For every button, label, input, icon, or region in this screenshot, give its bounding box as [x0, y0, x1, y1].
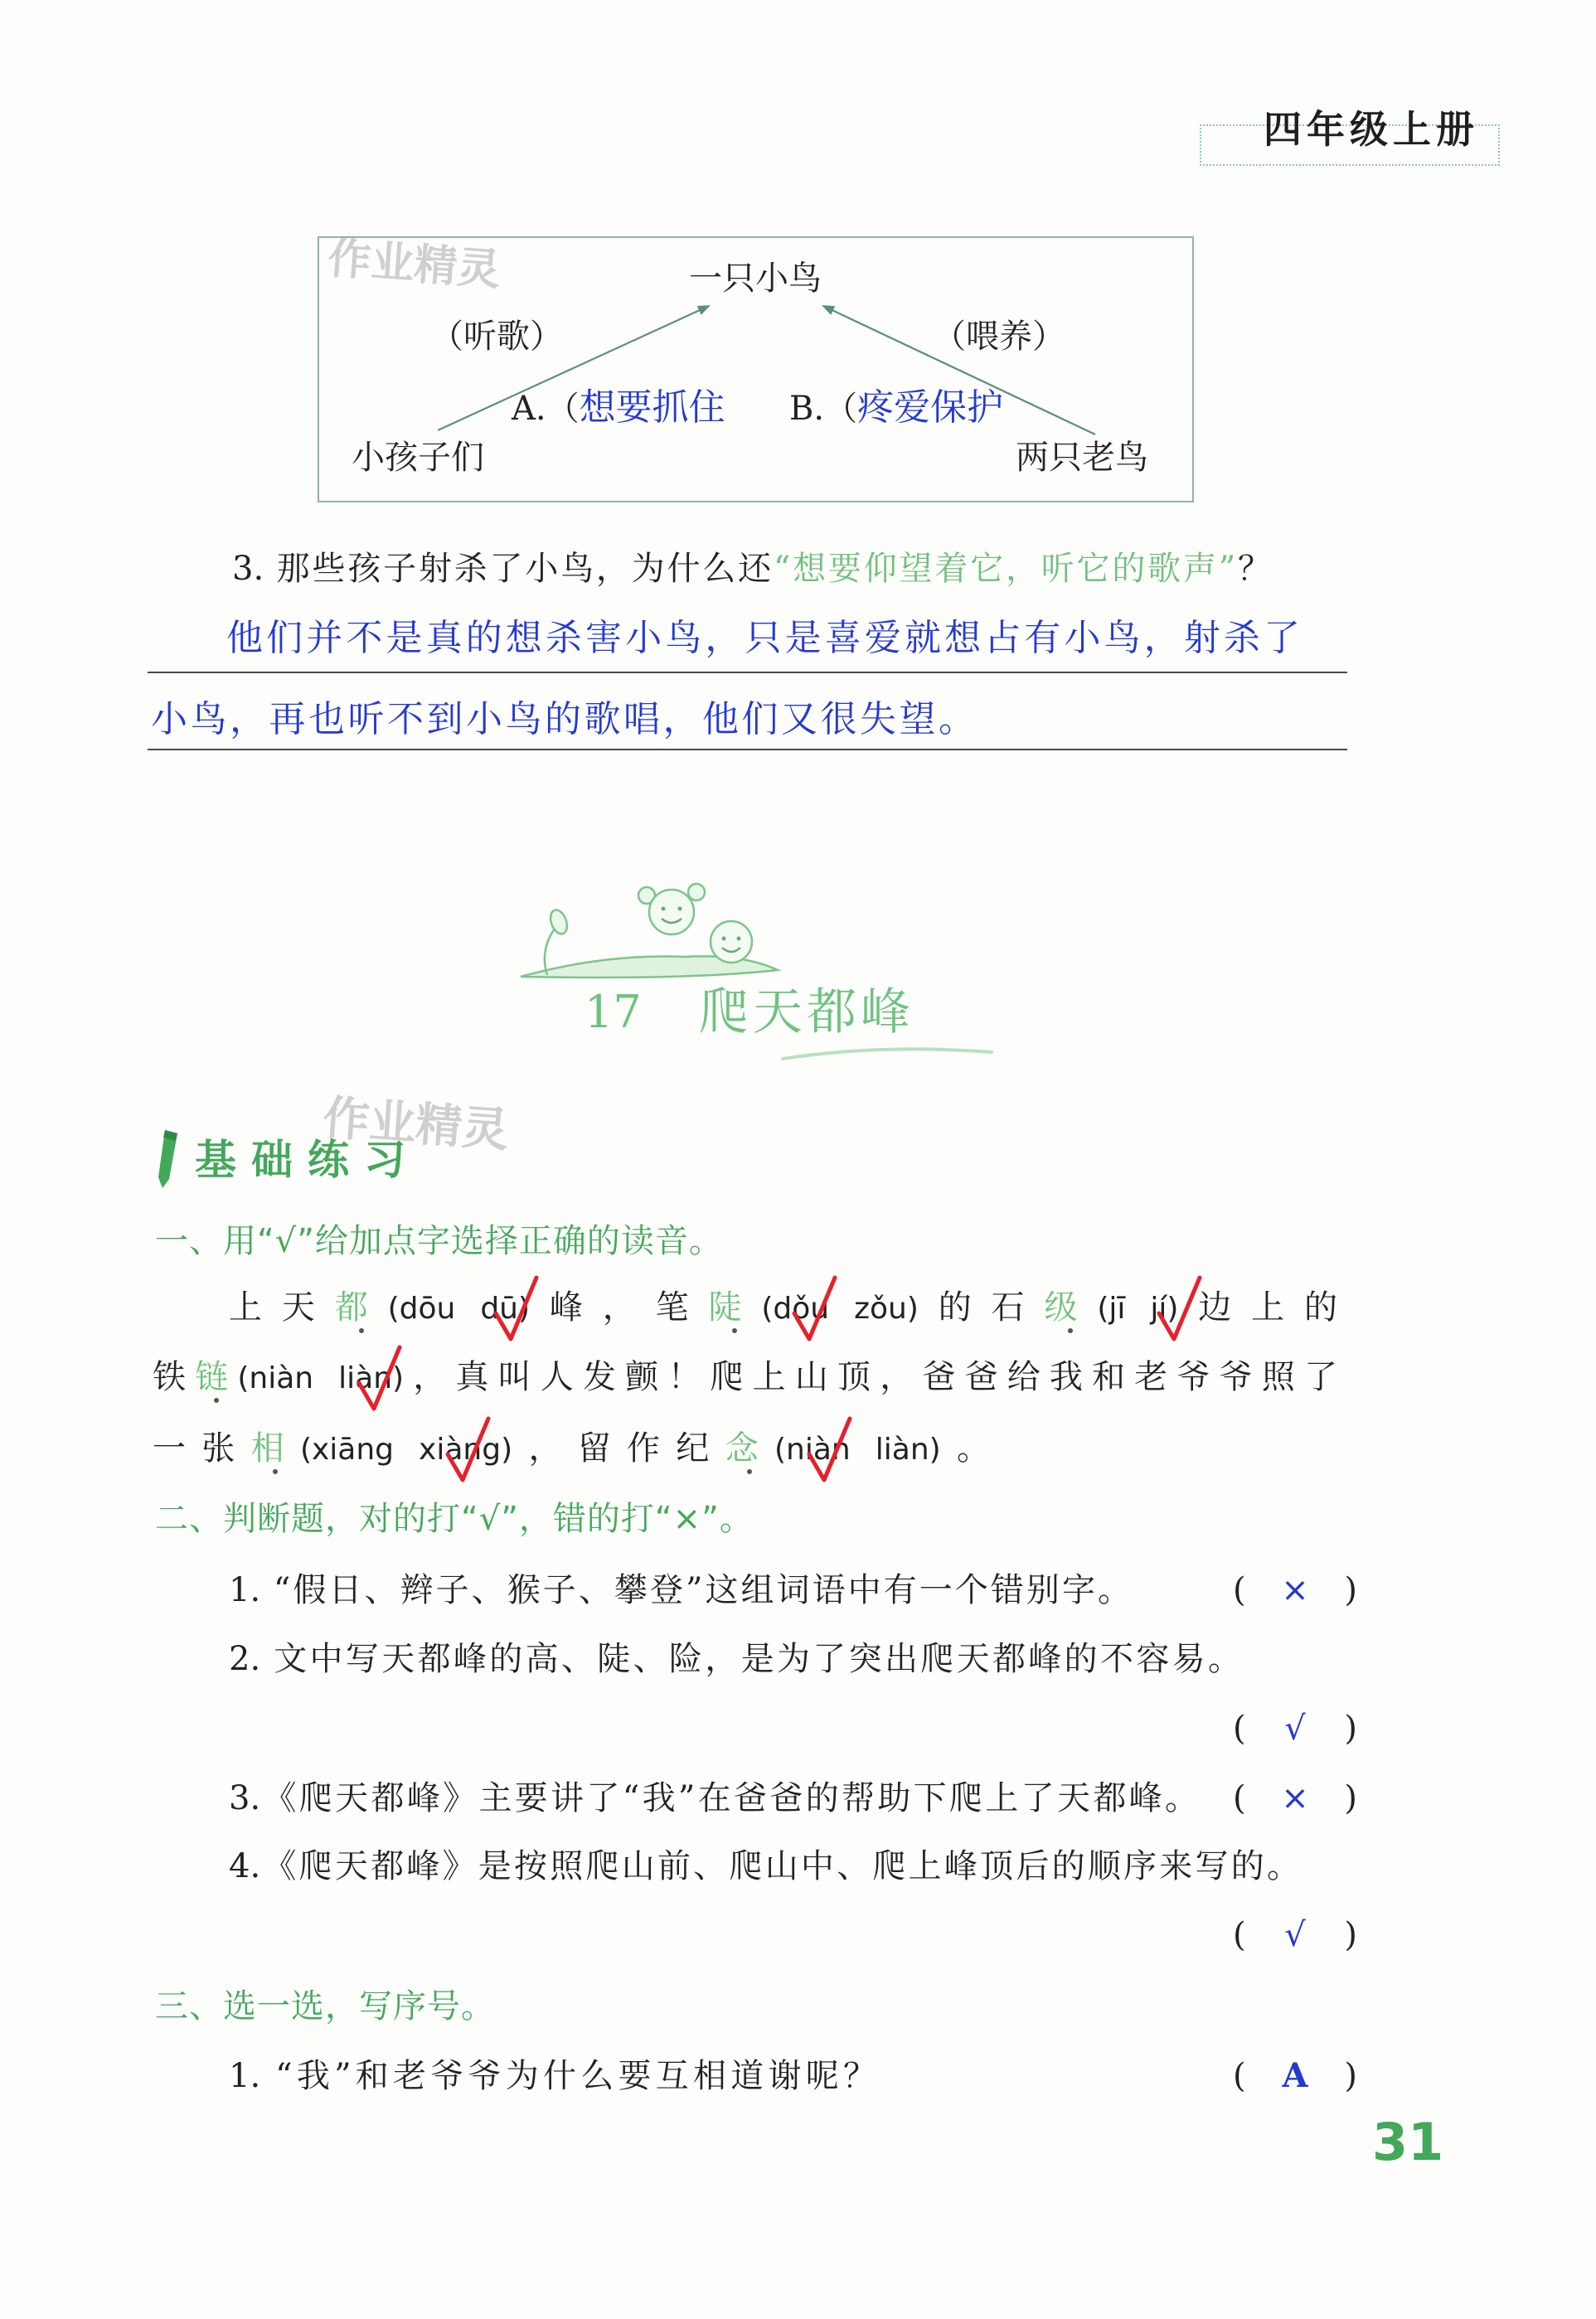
- choice-item-1-answer-box: [1233, 2054, 1357, 2098]
- pinyin-choice: [774, 1433, 941, 1467]
- answer-underline-1: [148, 672, 1347, 673]
- part-1-title: 一、用“√”给加点字选择正确的读音。: [155, 1222, 723, 1260]
- choice-item-1-text: 1. “我”和老爷爷为什么要互相道谢呢？: [229, 2057, 876, 2095]
- bracket-open: (: [299, 1433, 312, 1467]
- pinyin-paragraph-line-2: [153, 1355, 1337, 1401]
- pinyin-choice: [761, 1292, 919, 1326]
- question-3-end-mark: ？: [1235, 550, 1272, 588]
- option-b-answer: 疼爱保护: [857, 386, 1004, 429]
- paragraph-text: 峰，笔: [530, 1288, 709, 1327]
- paragraph-text: 铁: [153, 1358, 196, 1396]
- judge-item-1-answer-box: [1233, 1568, 1357, 1613]
- pinyin-paragraph-line-3: [153, 1426, 990, 1472]
- answer-underline-2: [148, 749, 1347, 750]
- part-2-title: 二、判断题，对的打“√”，错的打“×”。: [155, 1500, 754, 1538]
- bracket-open: (: [1233, 1710, 1246, 1748]
- check-mark: [444, 1416, 492, 1484]
- paragraph-text: 。: [940, 1429, 990, 1468]
- pinyin-option: liàn: [875, 1433, 929, 1467]
- paragraph-text: 边上的: [1178, 1288, 1338, 1327]
- pinyin-option: xiāng: [311, 1433, 395, 1467]
- bracket-open: (: [237, 1361, 250, 1395]
- dotted-char: 陡: [708, 1288, 762, 1327]
- bracket-open: (: [1233, 1916, 1246, 1954]
- choice-item-1-answer: A: [1282, 2056, 1308, 2095]
- bracket-open: (: [1233, 1779, 1246, 1817]
- bracket-open: (: [761, 1292, 774, 1326]
- dotted-char: 链: [195, 1358, 238, 1396]
- question-3-prompt: [232, 546, 1271, 591]
- pinyin-option: jí: [1150, 1292, 1167, 1326]
- pinyin-option: zǒu: [854, 1292, 907, 1326]
- bracket-close: ): [1344, 2057, 1357, 2095]
- judge-item-3-answer-box: [1233, 1776, 1357, 1821]
- judge-item-2-text: 2. 文中写天都峰的高、陡、险，是为了突出爬天都峰的不容易。: [229, 1640, 1241, 1678]
- dotted-char: 都: [334, 1288, 388, 1327]
- bracket-close: ): [1344, 1710, 1357, 1748]
- bracket-close: ): [906, 1292, 919, 1326]
- option-b-label: B.（: [789, 390, 858, 428]
- paragraph-text: 的石: [918, 1288, 1045, 1327]
- question-3-text: 3. 那些孩子射杀了小鸟，为什么还: [232, 550, 774, 588]
- bracket-close: ): [392, 1361, 405, 1395]
- judge-item-3-answer: ×: [1281, 1779, 1309, 1817]
- pinyin-choice: [1097, 1292, 1178, 1326]
- pencil-icon: [152, 1128, 185, 1191]
- option-a: [512, 386, 725, 431]
- right-node: 两只老鸟: [1016, 439, 1148, 477]
- judge-item-1-answer: ×: [1281, 1571, 1309, 1609]
- bracket-open: (: [774, 1433, 787, 1467]
- pinyin-option: xiàng: [419, 1433, 501, 1467]
- paragraph-text: 上天: [229, 1288, 335, 1327]
- pinyin-paragraph-line-1: [229, 1285, 1337, 1332]
- bracket-close: ): [518, 1292, 531, 1326]
- judge-item-4-answer-box: [1233, 1913, 1357, 1958]
- question-3-quote: “想要仰望着它，听它的歌声”: [773, 550, 1236, 588]
- paragraph-text: 一张: [153, 1429, 251, 1468]
- pinyin-option: jī: [1108, 1292, 1126, 1326]
- watermark: 作业精灵: [321, 1091, 511, 1158]
- pinyin-option: dǒu: [773, 1292, 829, 1326]
- center-node: 一只小鸟: [689, 260, 822, 298]
- option-b: [789, 386, 1003, 431]
- option-a-answer: 想要抓住: [579, 386, 725, 429]
- pinyin-option: dū: [480, 1292, 518, 1326]
- bracket-close: ): [1344, 1571, 1357, 1609]
- bracket-open: (: [1233, 2057, 1246, 2095]
- dotted-char: 念: [725, 1429, 774, 1468]
- pinyin-option: liàn: [338, 1361, 392, 1395]
- paragraph-text: ，真叫人发颤！爬上山顶，爸爸给我和老爷爷照了: [404, 1358, 1338, 1396]
- pinyin-option: dōu: [399, 1292, 456, 1326]
- pinyin-choice: [300, 1433, 512, 1467]
- judge-item-4-answer: √: [1284, 1916, 1306, 1954]
- watermark: 作业精灵: [326, 233, 502, 296]
- bracket-close: ): [1167, 1292, 1179, 1326]
- paragraph-text: ，留作纪: [512, 1429, 725, 1468]
- part-3-title: 三、选一选，写序号。: [155, 1987, 495, 2025]
- judge-item-4-text: 4.《爬天都峰》是按照爬山前、爬山中、爬上峰顶后的顺序来写的。: [229, 1847, 1300, 1885]
- bracket-open: (: [387, 1292, 400, 1326]
- option-a-label: A.（: [512, 390, 580, 428]
- dotted-char: 级: [1044, 1288, 1098, 1327]
- judge-item-3-text: 3.《爬天都峰》主要讲了“我”在爸爸的帮助下爬上了天都峰。: [229, 1779, 1198, 1817]
- page-number: 31: [1372, 2112, 1444, 2172]
- pinyin-choice: [388, 1292, 530, 1326]
- pinyin-choice: [237, 1361, 404, 1395]
- judge-item-1-text: 1. “假日、辫子、猴子、攀登”这组词语中有一个错别字。: [229, 1571, 1131, 1609]
- volume-label: 四年级上册: [1264, 107, 1479, 152]
- lesson-title: 爬天都峰: [699, 983, 914, 1041]
- bracket-close: ): [501, 1433, 513, 1467]
- practice-section-title: 基础练习: [195, 1136, 420, 1184]
- bracket-close: ): [929, 1433, 941, 1467]
- question-3-answer-line-1: 他们并不是真的想杀害小鸟，只是喜爱就想占有小鸟，射杀了: [226, 617, 1300, 659]
- title-swoosh: [779, 1041, 995, 1065]
- pinyin-option: niàn: [249, 1361, 314, 1395]
- check-mark: [790, 1275, 838, 1343]
- right-relation: （喂养）: [933, 318, 1065, 356]
- cartoon-kids-illustration: [514, 877, 796, 993]
- bracket-open: (: [1097, 1292, 1109, 1326]
- dotted-char: 相: [250, 1429, 300, 1468]
- check-mark: [805, 1416, 853, 1484]
- judge-item-2-answer-box: [1233, 1706, 1357, 1751]
- left-node: 小孩子们: [352, 439, 484, 477]
- bracket-close: ): [1344, 1779, 1357, 1817]
- bracket-close: ): [1344, 1916, 1357, 1954]
- judge-item-2-answer: √: [1284, 1710, 1306, 1748]
- pinyin-option: niàn: [786, 1433, 851, 1467]
- lesson-number: 17: [585, 986, 642, 1038]
- relationship-diagram: [318, 233, 1194, 502]
- question-3-answer-line-2: 小鸟，再也听不到小鸟的歌唱，他们又很失望。: [151, 698, 975, 740]
- bracket-open: (: [1233, 1571, 1246, 1609]
- left-relation: （听歌）: [430, 318, 563, 356]
